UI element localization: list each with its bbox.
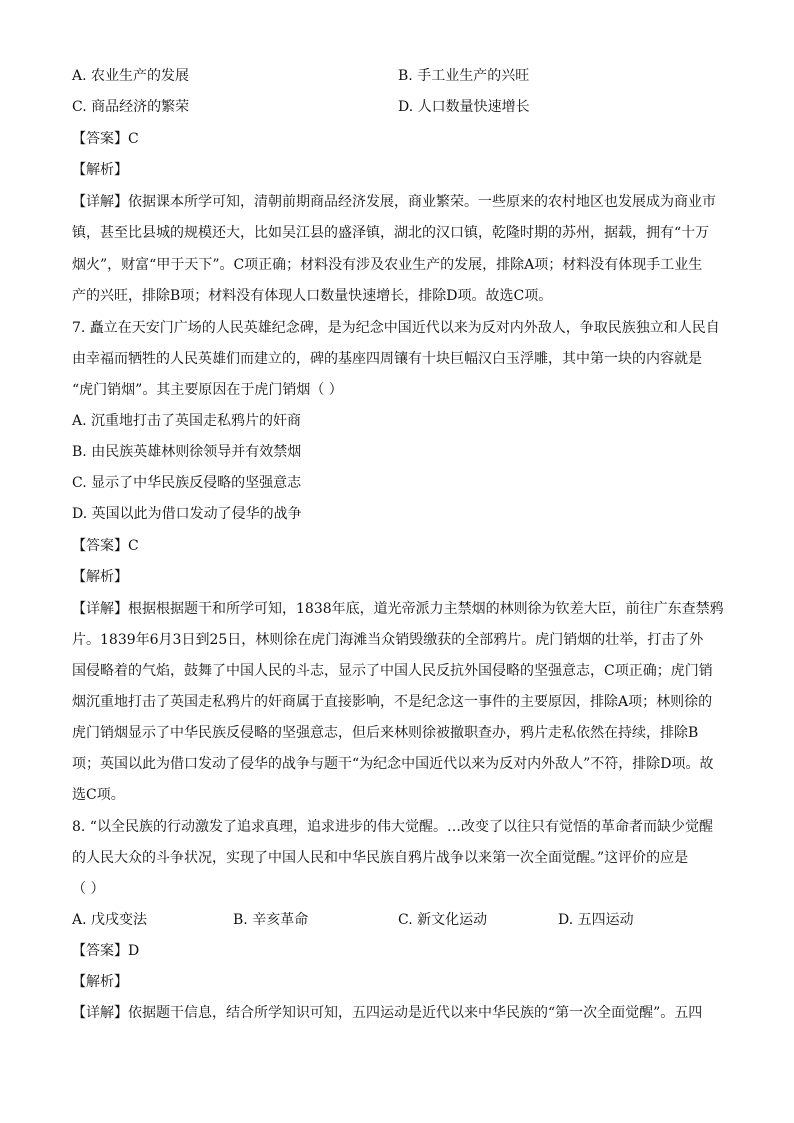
q8-analysis-heading: 【解析】 <box>72 974 128 990</box>
q7-detail-line: 虎门销烟显示了中华民族反侵略的坚强意志，但后来林则徐被撤职查办，鸦片走私依然在持续，排除B <box>72 725 699 741</box>
q8-option-a: A. 戊戌变法 <box>72 912 148 928</box>
q8-option-b: B. 辛亥革命 <box>233 912 309 928</box>
q6-detail-line: 【详解】依据课本所学可知，清朝前期商品经济发展，商业繁荣。一些原来的农村地区也发展成为商业市 <box>72 194 716 210</box>
q7-detail-line: 片。1839年6月3日到25日，林则徐在虎门海滩当众销毁缴获的全部鸦片。虎门销烟的壮举，打击了外 <box>72 632 704 648</box>
q8-detail-line: 【详解】依据题干信息，结合所学知识可知，五四运动是近代以来中华民族的“第一次全面觉醒”。五四 <box>72 1005 703 1021</box>
q7-option-d: D. 英国以此为借口发动了侵华的战争 <box>72 506 302 522</box>
q6-option-c: C. 商品经济的繁荣 <box>72 99 190 115</box>
q7-detail-line: 烟沉重地打击了英国走私鸦片的奸商属于直接影响，不是纪念这一事件的主要原因，排除A项；林则徐的 <box>72 694 713 710</box>
q6-detail-line: 烟火”，财富“甲于天下”。C项正确；材料没有涉及农业生产的发展，排除A项；材料没有体现手工业生 <box>72 257 703 273</box>
q8-stem-line: （ ） <box>72 881 105 897</box>
q6-detail-line: 镇，甚至比县城的规模还大，比如吴江县的盛泽镇，湖北的汉口镇，乾隆时期的苏州，据载，拥有“十万 <box>72 225 710 241</box>
q7-detail-line: 【详解】根据根据题干和所学可知，1838年底，道光帝派力主禁烟的林则徐为钦差大臣，前往广东查禁鸦 <box>72 601 724 617</box>
q6-option-d: D. 人口数量快速增长 <box>398 99 530 115</box>
q7-answer: 【答案】C <box>72 538 139 554</box>
q7-stem-line: 由幸福而牺牲的人民英雄们而建立的，碑的基座四周镶有十块巨幅汉白玉浮雕，其中第一块的内容就是 <box>72 351 702 367</box>
q8-stem-line: 的人民大众的斗争状况，实现了中国人民和中华民族自鸦片战争以来第一次全面觉醒。”这评价的应是 <box>72 850 689 866</box>
q7-option-a: A. 沉重地打击了英国走私鸦片的奸商 <box>72 413 302 429</box>
q7-detail-line: 国侵略着的气焰，鼓舞了中国人民的斗志，显示了中国人民反抗外国侵略的坚强意志，C项正确；虎门销 <box>72 663 713 679</box>
q8-answer: 【答案】D <box>72 943 140 959</box>
q6-answer: 【答案】C <box>72 131 139 147</box>
q7-analysis-heading: 【解析】 <box>72 569 128 585</box>
q7-option-c: C. 显示了中华民族反侵略的坚强意志 <box>72 475 302 491</box>
q7-detail-line: 项；英国以此为借口发动了侵华的战争与题干“为纪念中国近代以来为反对内外敌人”不符，排除D项。故 <box>72 756 714 772</box>
q6-detail-line: 产的兴旺，排除B项；材料没有体现人口数量快速增长，排除D项。故选C项。 <box>72 288 553 304</box>
q6-analysis-heading: 【解析】 <box>72 162 128 178</box>
q7-option-b: B. 由民族英雄林则徐领导并有效禁烟 <box>72 444 302 460</box>
q7-stem-line: 7. 矗立在天安门广场的人民英雄纪念碑，是为纪念中国近代以来为反对内外敌人，争取民族独立和人民自 <box>72 320 720 336</box>
q8-option-c: C. 新文化运动 <box>398 912 488 928</box>
q6-option-b: B. 手工业生产的兴旺 <box>398 68 530 84</box>
q7-stem-line: “虎门销烟”。其主要原因在于虎门销烟（ ） <box>72 382 343 398</box>
q7-detail-line: 选C项。 <box>72 787 125 803</box>
q8-option-d: D. 五四运动 <box>558 912 634 928</box>
q6-option-a: A. 农业生产的发展 <box>72 68 190 84</box>
q8-stem-line: 8. “以全民族的行动激发了追求真理，追求进步的伟大觉醒。…改变了以往只有觉悟的革命者而缺少觉醒 <box>72 819 713 835</box>
